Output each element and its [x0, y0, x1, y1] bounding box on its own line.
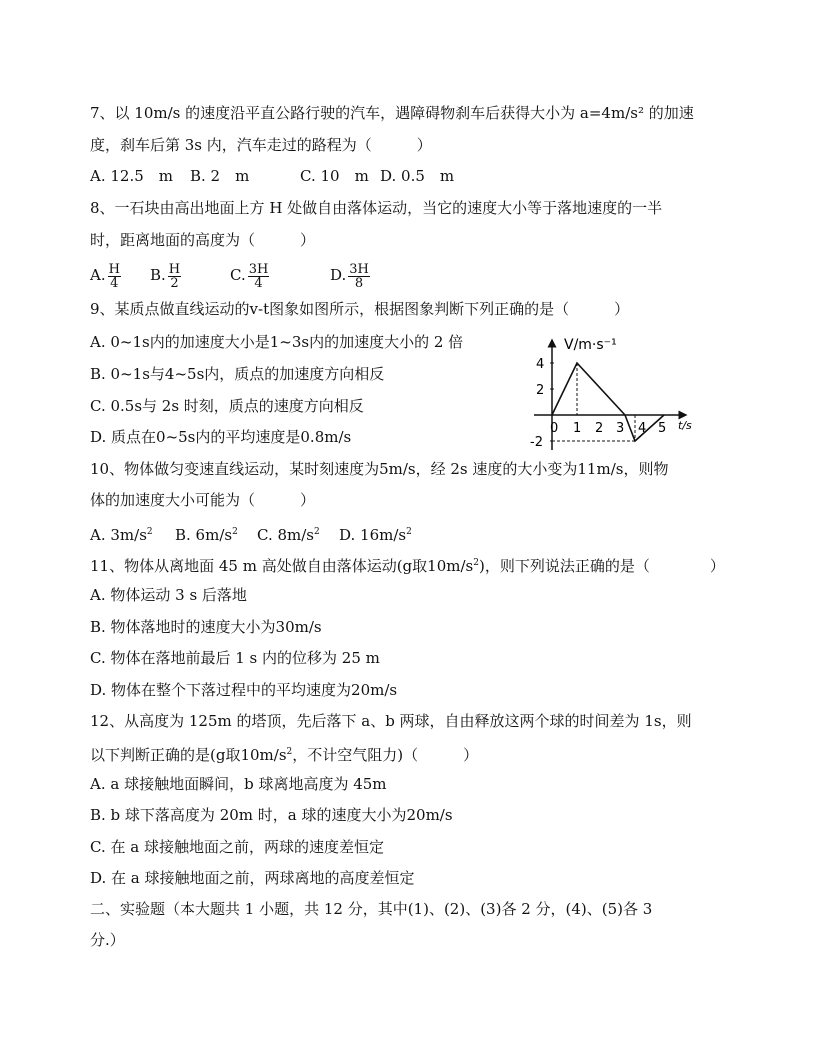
- vt-graph-y-tick-4: 4: [536, 357, 545, 372]
- q9-stem: 9、某质点做直线运动的v-t图象如图所示，根据图象判断下列正确的是（ ）: [90, 300, 630, 318]
- q8-option-a: A. $\frac{H}{4}$: [90, 261, 120, 291]
- vt-graph-x-tick-5: 5: [658, 421, 667, 436]
- vt-graph-y-tick-2: 2: [536, 383, 545, 398]
- q10-options: [90, 522, 412, 545]
- q12-stem-line2: 以下判断正确的是(g取$10m/s^2$，不计空气阻力)（ ）: [90, 746, 479, 764]
- q11-option-c: C. 物体在落地前最后 1 s 内的位移为 25 m: [90, 649, 380, 667]
- q8-stem-line1: 8、一石块由高出地面上方 H 处做自由落体运动，当它的速度大小等于落地速度的一半: [90, 199, 663, 217]
- q11-option-d: D. 物体在整个下落过程中的平均速度为20m/s: [90, 681, 398, 699]
- q9-option-b: B. 0~1s与4~5s内，质点的加速度方向相反: [90, 365, 385, 383]
- q7-options: [90, 166, 454, 186]
- q12-option-b: B. b 球下落高度为 20m 时，a 球的速度大小为20m/s: [90, 806, 453, 824]
- q8-option-a-fraction: $\frac{H}{4}$: [108, 261, 120, 291]
- section2-heading-line1: 二、实验题（本大题共 1 小题，共 12 分，其中(1)、(2)、(3)各 2 分，(4)、(5)各 3: [90, 900, 653, 918]
- q8-option-d-fraction: $\frac{3H}{8}$: [349, 261, 369, 291]
- q8-option-b-fraction: $\frac{H}{2}$: [168, 261, 181, 291]
- q7-option-d: D. 0.5 m: [380, 167, 455, 185]
- q7-option-a: A. 12.5 m: [90, 167, 173, 185]
- q10-option-d: D. $16m/s^2$: [339, 526, 412, 544]
- q10-stem-line2: 体的加速度大小可能为（ ）: [90, 491, 316, 509]
- vt-graph: [528, 332, 708, 458]
- vt-graph-x-tick-4: 4: [638, 421, 647, 436]
- vt-graph-x-label: t/s: [678, 419, 692, 432]
- q10-option-b: B. $6m/s^2$: [175, 526, 238, 544]
- vt-graph-x-tick-2: 2: [595, 421, 604, 436]
- q7-stem-line1: 7、以 10m/s 的速度沿平直公路行驶的汽车，遇障碍物刹车后获得大小为 a=4m/s² 的加速: [90, 104, 694, 122]
- vt-graph-y-label: V/m·s⁻¹: [564, 337, 617, 353]
- q9-option-d: D. 质点在0~5s内的平均速度是0.8m/s: [90, 428, 352, 446]
- q12-stem-line1: 12、从高度为 125m 的塔顶，先后落下 a、b 两球，自由释放这两个球的时间差为 1s，则: [90, 712, 692, 730]
- q11-stem: 11、物体从离地面 45 m 高处做自由落体运动(g取$10m/s^2$)，则下列说法正确的是（ ）: [90, 557, 725, 575]
- q8-option-c: C. $\frac{3H}{4}$: [230, 261, 269, 291]
- vt-graph-x-tick-0: 0: [550, 421, 559, 436]
- vt-graph-x-tick-1: 1: [573, 421, 582, 436]
- vt-graph-line: [552, 363, 667, 441]
- vt-graph-y-tick-neg2: -2: [530, 435, 543, 450]
- vt-graph-x-tick-3: 3: [616, 421, 625, 436]
- q7-stem-line2: 度，刹车后第 3s 内，汽车走过的路程为（ ）: [90, 136, 432, 154]
- q8-option-d: D. $\frac{3H}{8}$: [330, 261, 369, 291]
- q8-option-c-fraction: $\frac{3H}{4}$: [248, 261, 269, 291]
- q12-option-c: C. 在 a 球接触地面之前，两球的速度差恒定: [90, 838, 384, 856]
- q10-stem-line1: 10、物体做匀变速直线运动，某时刻速度为5m/s，经 2s 速度的大小变为11m/s，则物: [90, 460, 669, 478]
- q8-stem-line2: 时，距离地面的高度为（ ）: [90, 231, 316, 249]
- q10-option-c: C. $8m/s^2$: [257, 526, 320, 544]
- q8-options: [90, 260, 372, 290]
- q9-option-c: C. 0.5s与 2s 时刻，质点的速度方向相反: [90, 397, 364, 415]
- q8-option-b: B. $\frac{H}{2}$: [150, 261, 181, 291]
- q11-option-a: A. 物体运动 3 s 后落地: [90, 586, 247, 604]
- q11-option-b: B. 物体落地时的速度大小为30m/s: [90, 618, 322, 636]
- q9-option-a: A. 0~1s内的加速度大小是1~3s内的加速度大小的 2 倍: [90, 333, 464, 351]
- q10-option-a: A. $3m/s^2$: [90, 526, 153, 544]
- section2-heading-line2: 分.）: [90, 931, 125, 949]
- q12-option-a: A. a 球接触地面瞬间，b 球离地高度为 45m: [90, 775, 387, 793]
- q7-option-b: B. 2 m: [190, 167, 250, 185]
- q7-option-c: C. 10 m: [300, 167, 369, 185]
- q12-option-d: D. 在 a 球接触地面之前，两球离地的高度差恒定: [90, 869, 415, 887]
